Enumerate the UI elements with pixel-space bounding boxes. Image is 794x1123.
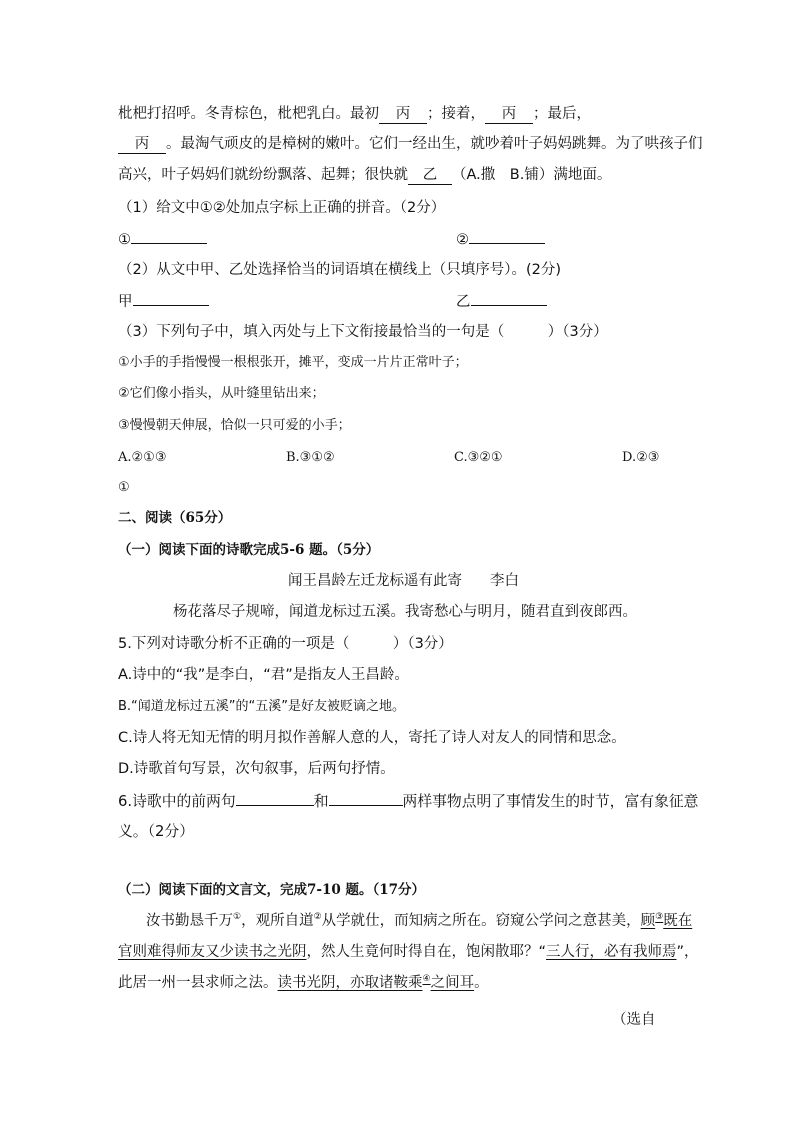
answer-2-b: 乙 — [456, 291, 547, 312]
answer-blank[interactable] — [131, 229, 207, 244]
question-2: （2）从文中甲、乙处选择恰当的词语填在横线上（只填序号）。(2分) — [118, 262, 562, 278]
question-5: 5.下列对诗歌分析不正确的一项是（ ）（3分） — [118, 636, 453, 652]
section-title: 二、阅读（65分） — [118, 510, 232, 526]
answer-2-a: 甲 — [118, 291, 209, 312]
passage-line: 枇杷打招呼。冬青棕色，枇杷乳白。最初 丙 ；接着， 丙 ；最后， — [118, 106, 591, 122]
underlined-sentence: 读书光阴，亦取诸鞍乘 — [277, 975, 423, 991]
option-5c: C.诗人将无知无情的明月拟作善解人意的人，寄托了诗人对友人的同情和思念。 — [118, 730, 626, 746]
answer-blank[interactable] — [236, 791, 314, 806]
answer-blank[interactable] — [133, 291, 209, 306]
passage-line: 丙 。最淘气顽皮的是樟树的嫩叶。它们一经出生，就吵着叶子妈妈跳舞。为了哄孩子们 — [118, 134, 703, 154]
question-1: （1）给文中①②处加点字标上正确的拼音。（2分） — [118, 200, 446, 216]
source-note: （选自 — [612, 1012, 656, 1028]
answer-blank[interactable] — [329, 791, 403, 806]
answer-blank[interactable] — [469, 229, 545, 244]
sentence-1: ①小手的手指慢慢一根根张开，摊平，变成一片片正常叶子； — [118, 355, 468, 370]
sentence-2: ②它们像小指头，从叶缝里钻出来； — [118, 386, 325, 401]
classical-text-line: 官则难得师友又少读书之光阴，然人生竟何时得自在，饱闲散耶？“三人行，必有我师焉”， — [118, 944, 699, 960]
question-3: （3）下列句子中，填入丙处与上下文衔接最恰当的一句是（ ）（3分） — [118, 324, 608, 340]
option-b: B.③①② — [286, 450, 335, 465]
classical-text-line: 此居一州一县求师之法。读书光阴，亦取诸鞍乘④之间耳。 — [118, 974, 489, 991]
poem-author: 李白 — [490, 573, 519, 589]
option-5a: A.诗中的“我”是李白，“君”是指友人王昌龄。 — [118, 667, 409, 683]
poem-heading — [288, 571, 519, 591]
question-6-wrap: 义。（2分） — [118, 823, 194, 840]
option-5d: D.诗歌首句写景，次句叙事，后两句抒情。 — [118, 761, 395, 777]
underlined-sentence: 三人行，必有我师焉 — [546, 944, 677, 960]
question-6: 6.诗歌中的前两句 和 两样事物点明了事情发生的时节，富有象征意 — [118, 793, 699, 810]
poem-text: 杨花落尽子规啼，闻道龙标过五溪。我寄愁心与明月，随君直到夜郎西。 — [173, 604, 637, 620]
option-d: D.②③ — [622, 450, 660, 465]
answer-1-a: ① — [118, 229, 207, 250]
classical-text-line: 汝书勤恳千万①，观所自道②从学就仕，而知病之所在。窃窥公学问之意甚美，顾③既在 — [146, 912, 693, 929]
poem-title: 闻王昌龄左迁龙标遥有此寄 — [288, 573, 462, 589]
blank-bing-1: 丙 — [379, 106, 427, 124]
subsection-title: （二）阅读下面的文言文，完成7-10 题。（17分） — [118, 882, 426, 898]
option-c: C.③②① — [454, 450, 503, 465]
subsection-title: （一）阅读下面的诗歌完成5-6 题。（5分） — [118, 542, 380, 558]
sentence-3: ③慢慢朝天伸展，恰似一只可爱的小手； — [118, 418, 351, 433]
passage-line: 高兴，叶子妈妈们就纷纷飘落、起舞；很快就 乙 （A.撒 B.铺）满地面。 — [118, 167, 612, 183]
underlined-sentence: 官则难得师友又少读书之光阴 — [118, 944, 307, 960]
option-d-wrap: ① — [118, 480, 130, 495]
option-5b: B.“闻道龙标过五溪”的“五溪”是好友被贬谪之地。 — [118, 699, 405, 714]
answer-blank[interactable] — [471, 291, 547, 306]
answer-1-b: ② — [456, 229, 545, 250]
blank-bing-3: 丙 — [118, 136, 166, 154]
blank-bing-2: 丙 — [485, 106, 533, 124]
blank-yi: 乙 — [408, 167, 452, 185]
option-a: A.②①③ — [118, 450, 167, 465]
